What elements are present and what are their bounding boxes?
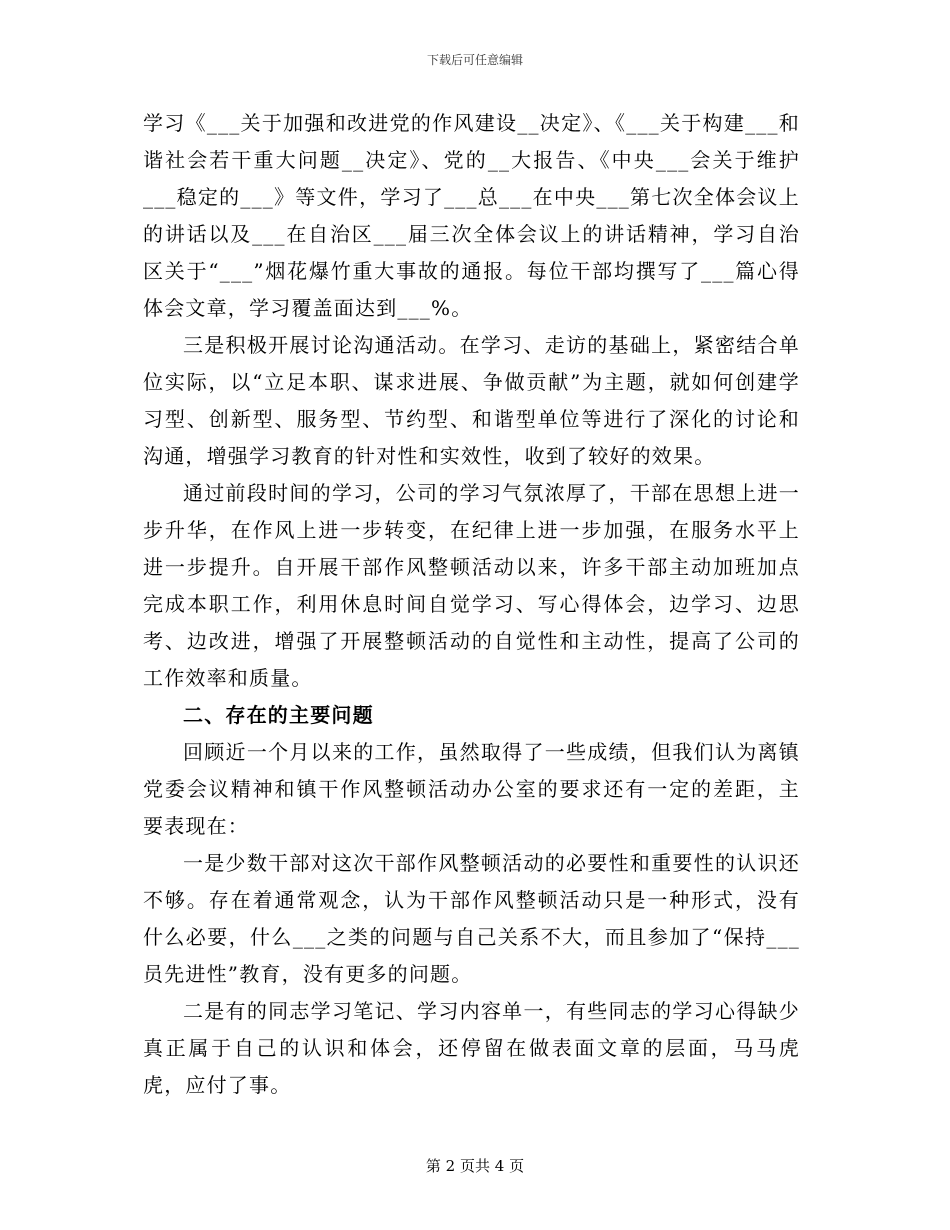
page-number: 第 2 页共 4 页	[425, 1157, 525, 1175]
paragraph-review: 回顾近一个月以来的工作，虽然取得了一些成绩，但我们认为离镇党委会议精神和镇干作风整顿活动办公室的要求还有一定的差距，主要表现在：	[143, 740, 800, 838]
paragraph-problem-one: 一是少数干部对这次干部作风整顿活动的必要性和重要性的认识还不够。存在着通常观念，认为干部作风整顿活动只是一种形式，没有什么必要，什么___之类的问题与自己关系不大，而且参加了“保持___员先进性”教育，没有更多的问题。	[143, 851, 800, 986]
paragraph-study-results: 通过前段时间的学习，公司的学习气氛浓厚了，干部在思想上进一步升华，在作风上进一步转变，在纪律上进一步加强，在服务水平上进一步提升。自开展干部作风整顿活动以来，许多干部主动加班加点完成本职工作，利用休息时间自觉学习、写心得体会，边学习、边思考、边改进，增强了开展整顿活动的自觉性和主动性，提高了公司的工作效率和质量。	[143, 481, 800, 690]
document-body	[143, 105, 800, 1104]
section-heading-main-problems: 二、存在的主要问题	[183, 703, 374, 727]
paragraph-study-documents: 学习《___关于加强和改进党的作风建设__决定》、《___关于构建___和谐社会若干重大问题__决定》、党的__大报告、《中央___会关于维护___稳定的___》等文件，学习了___总___在中央___第七次全体会议上的讲话以及___在自治区___届三次全体会议上的讲话精神，学习自治区关于“___”烟花爆竹重大事故的通报。每位干部均撰写了___篇心得体会文章，学习覆盖面达到___%。	[143, 111, 800, 320]
paragraph-problem-two: 二是有的同志学习笔记、学习内容单一，有些同志的学习心得缺少真正属于自己的认识和体会，还停留在做表面文章的层面，马马虎虎，应付了事。	[143, 999, 800, 1097]
page-header: 下载后可任意编辑	[426, 53, 523, 67]
paragraph-discussion-activities: 三是积极开展讨论沟通活动。在学习、走访的基础上，紧密结合单位实际，以“立足本职、谋求进展、争做贡献”为主题，就如何创建学习型、创新型、服务型、节约型、和谐型单位等进行了深化的讨论和沟通，增强学习教育的针对性和实效性，收到了较好的效果。	[143, 333, 800, 468]
